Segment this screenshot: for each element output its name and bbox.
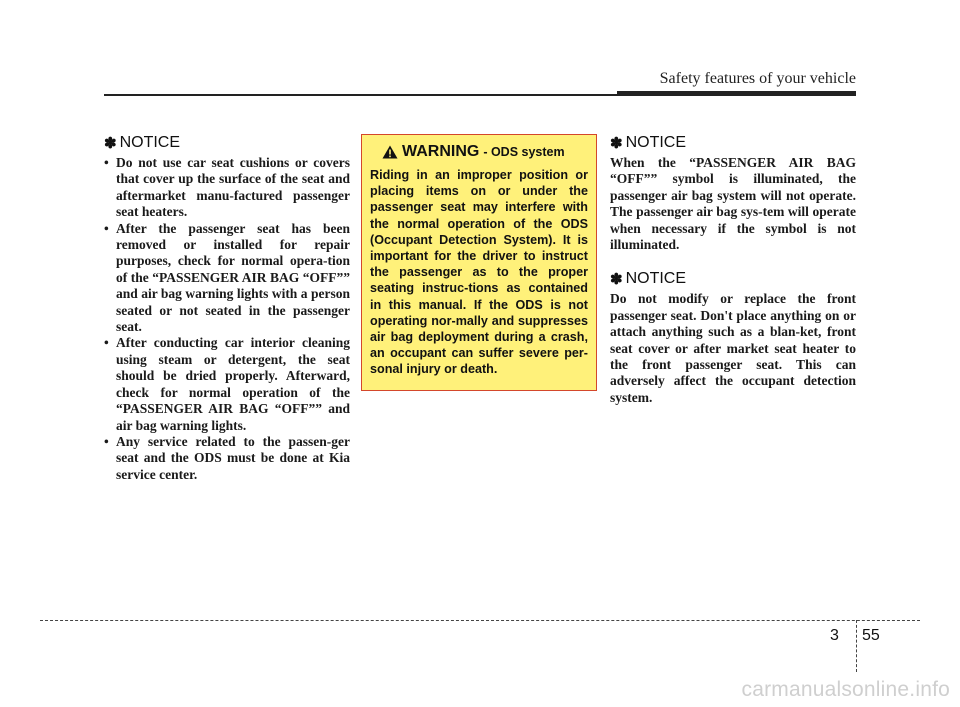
- notice-heading: [104, 134, 350, 152]
- list-item: • Any service related to the passen-ger seat and the ODS must be done at Kia service center.: [104, 434, 350, 483]
- list-item: • Do not use car seat cushions or covers that cover up the surface of the seat and aftermarket manu-factured passenger seat heaters.: [104, 155, 350, 221]
- warning-subtitle: - ODS system: [483, 145, 565, 159]
- notice-label: NOTICE: [119, 134, 181, 151]
- chapter-number: 3: [830, 627, 839, 644]
- page-number: 55: [862, 627, 880, 644]
- left-column: [104, 134, 350, 483]
- warning-label: WARNING: [402, 143, 480, 160]
- footer-dashed-divider: [856, 620, 857, 672]
- warning-heading: [382, 143, 588, 161]
- notice-heading: [610, 270, 856, 288]
- footer-dashed-rule: [40, 620, 920, 621]
- list-item: • After conducting car interior cleaning using steam or detergent, the seat should be dried properly. Afterward, check for normal operation of the “PASSENGER AIR BAG “OFF”” and air bag warning lights.: [104, 335, 350, 433]
- asterisk-icon: ✽: [610, 135, 623, 152]
- notice-bullet-list: [104, 155, 350, 483]
- notice-block: [610, 270, 856, 406]
- asterisk-icon: ✽: [610, 271, 623, 289]
- notice-text: When the “PASSENGER AIR BAG “OFF”” symbol is illuminated, the passenger air bag system will not operate. The passenger air bag sys-tem will operate when necessary if the symbol is not illuminated.: [610, 155, 856, 253]
- notice-text: Do not modify or replace the front passenger seat. Don't place anything on or attach anything such as a blan-ket, front seat cover or after market seat heater to the front passenger seat. This can adversely affect the occupant detection system.: [610, 291, 856, 405]
- notice-heading: [610, 134, 856, 152]
- header-tab-bar: [617, 91, 856, 96]
- notice-label: NOTICE: [625, 270, 687, 288]
- notice-label: NOTICE: [625, 134, 687, 151]
- warning-text: Riding in an improper position or placing items on or under the passenger seat may interfere with the normal operation of the ODS (Occupant Detection System). It is important for the driver to instruct the passenger as to the proper seating instruc-tions as contained in this manual. If the ODS is not operating nor-mally and suppresses air bag deployment during a crash, an occupant can suffer severe per-sonal injury or death.: [370, 168, 588, 377]
- section-title: Safety features of your vehicle: [659, 70, 856, 87]
- asterisk-icon: ✽: [104, 135, 117, 152]
- warning-box: [361, 134, 597, 391]
- notice-block: [610, 134, 856, 253]
- list-item: • After the passenger seat has been removed or installed for repair purposes, check for normal opera-tion of the “PASSENGER AIR BAG “OFF”” and air bag warning lights with a person seated or not seated in the passenger seat.: [104, 221, 350, 336]
- right-column: [610, 134, 856, 406]
- warning-triangle-icon: [382, 145, 398, 159]
- watermark: carmanualsonline.info: [741, 678, 950, 701]
